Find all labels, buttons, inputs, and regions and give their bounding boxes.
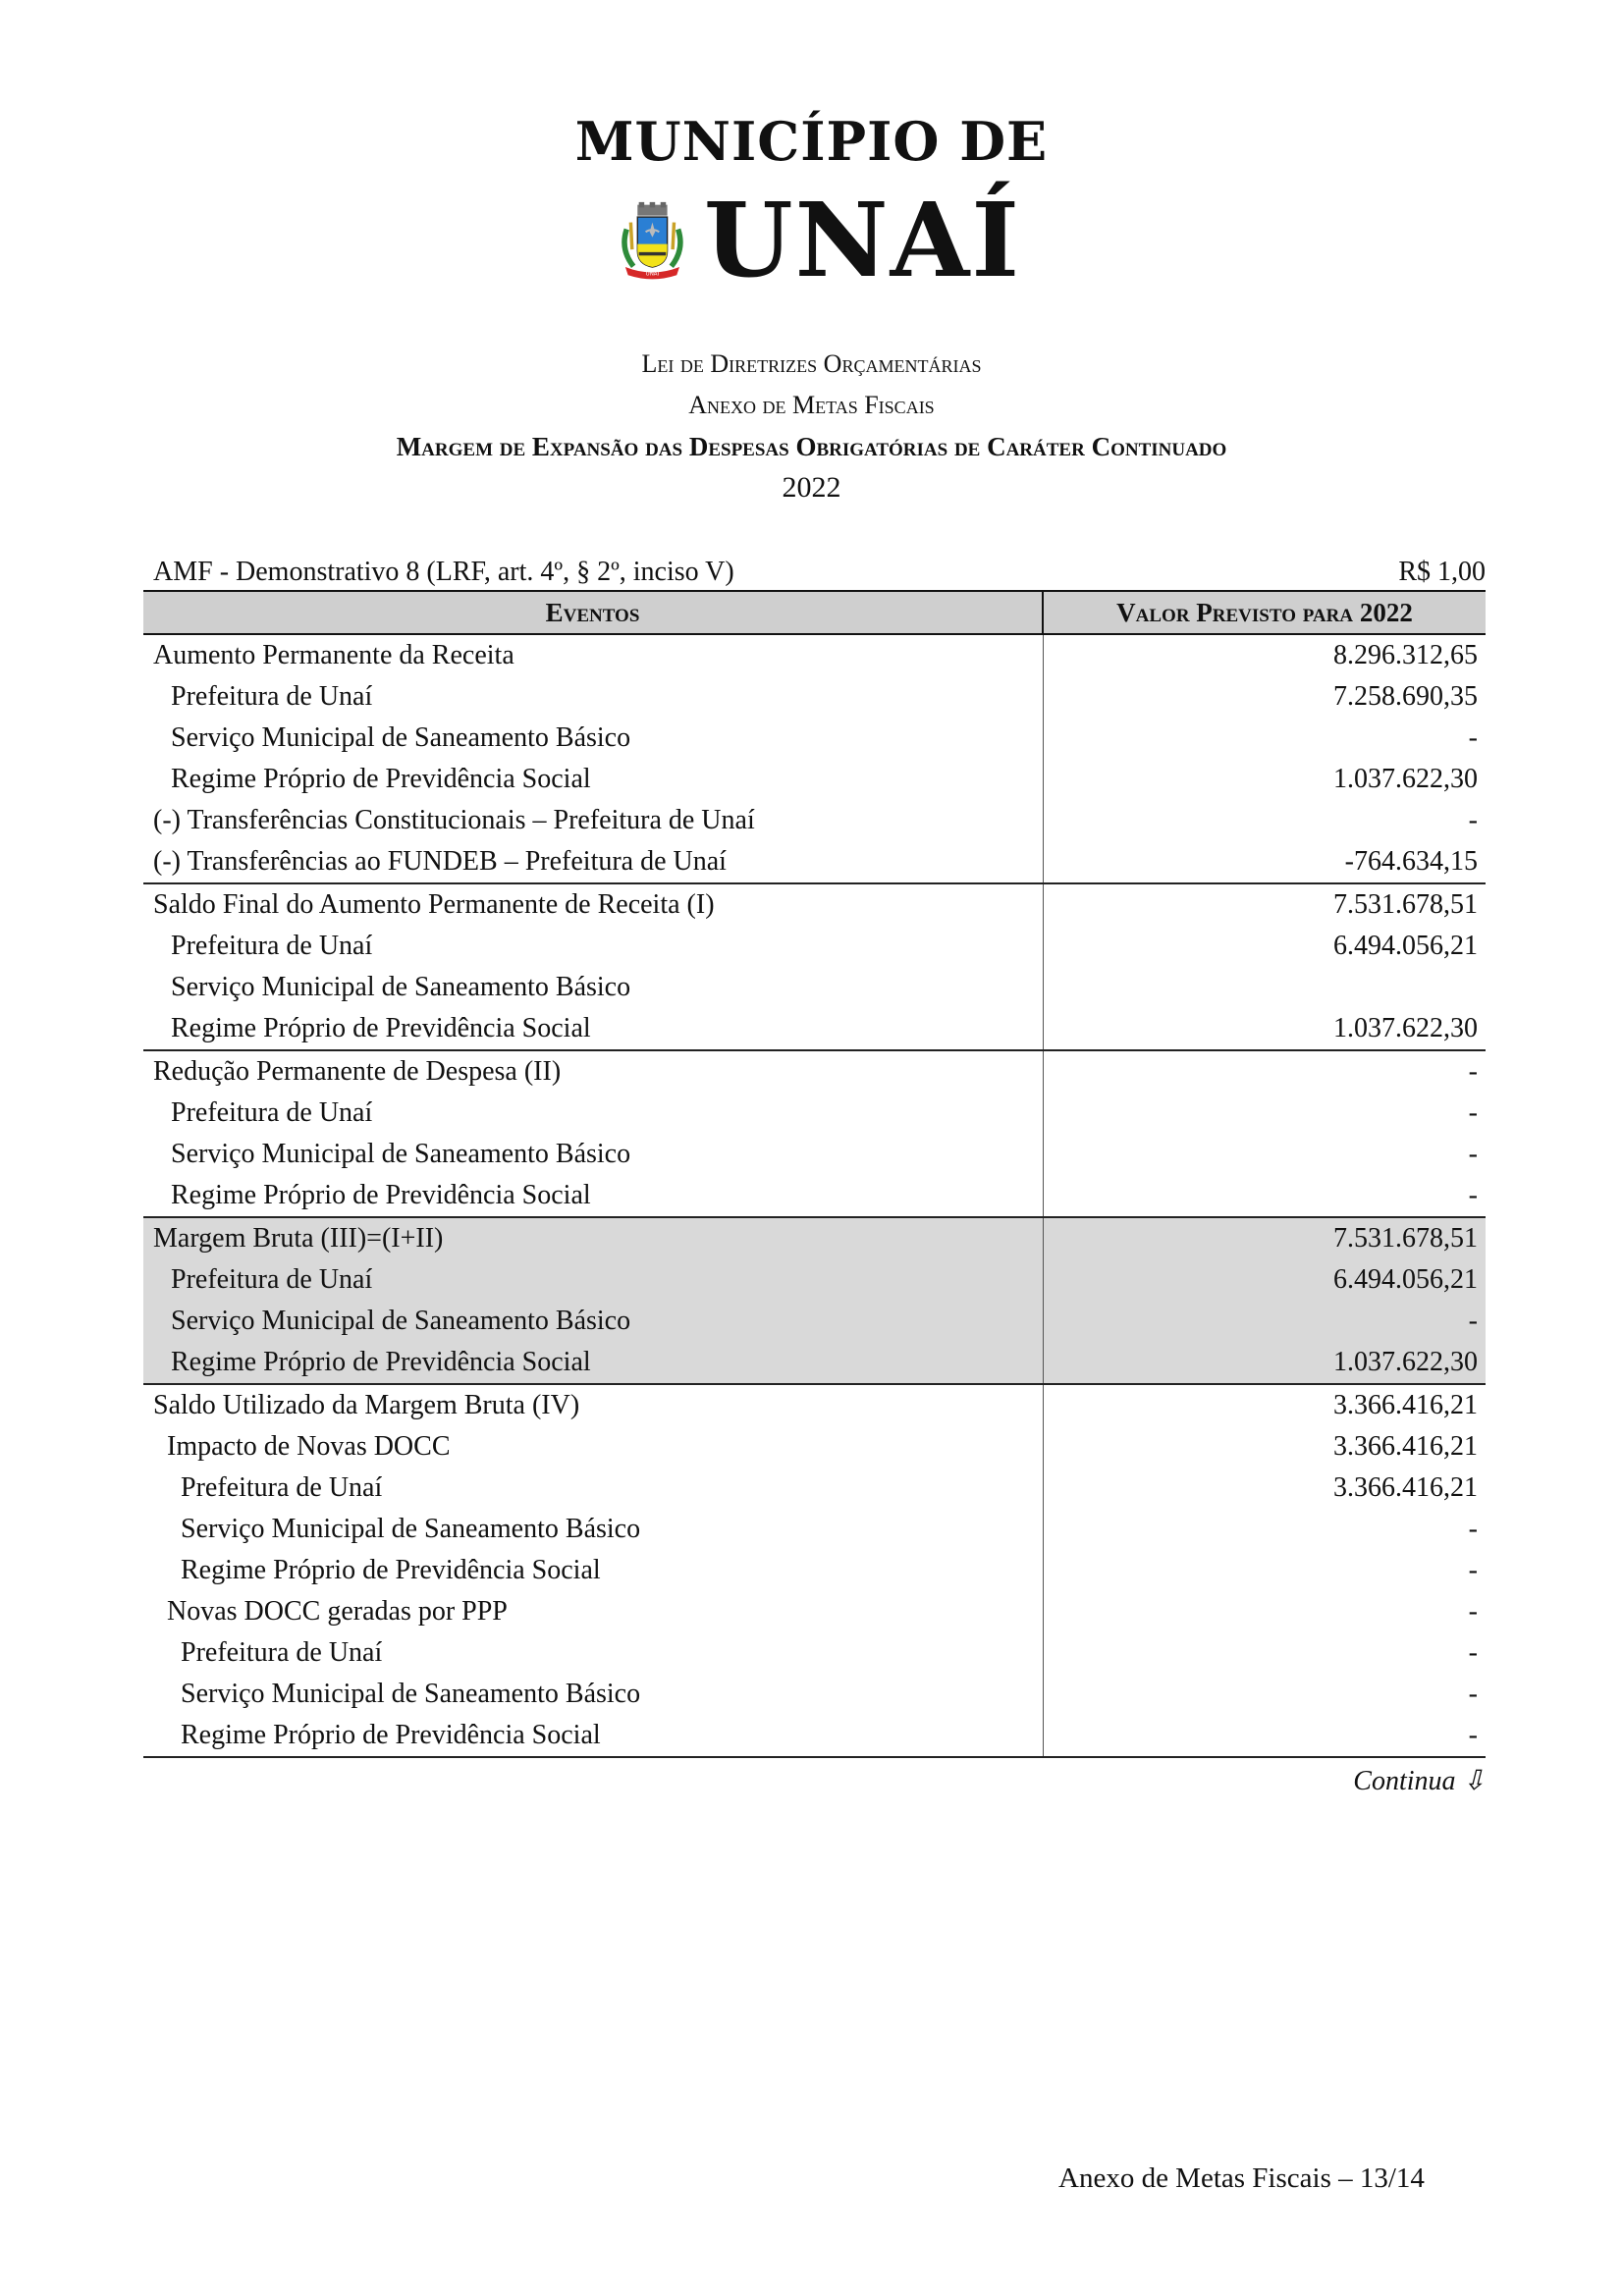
table-row: [143, 1674, 1486, 1715]
table-row: [143, 676, 1486, 718]
row-label: Prefeitura de Unaí: [143, 1259, 1043, 1301]
row-label: (-) Transferências Constitucionais – Prefeitura de Unaí: [143, 800, 1043, 841]
row-value: -764.634,15: [1043, 841, 1486, 883]
row-value: -: [1468, 1596, 1478, 1627]
table-row: [143, 1259, 1486, 1301]
row-label: Regime Próprio de Previdência Social: [143, 1715, 1043, 1757]
row-label: Prefeitura de Unaí: [143, 926, 1043, 967]
table-row: [143, 759, 1486, 800]
row-label: Redução Permanente de Despesa (II): [143, 1050, 1043, 1093]
demonstrativo-label: AMF - Demonstrativo 8 (LRF, art. 4º, § 2º, inciso V): [153, 557, 734, 587]
row-label: Serviço Municipal de Saneamento Básico: [143, 1509, 1043, 1550]
table-row: [143, 1301, 1486, 1342]
row-value: 6.494.056,21: [1333, 931, 1478, 961]
column-header-valor: Valor Previsto para 2022: [1043, 591, 1486, 634]
row-value: 7.531.678,51: [1333, 889, 1478, 920]
row-label: Regime Próprio de Previdência Social: [143, 1550, 1043, 1591]
row-label: Serviço Municipal de Saneamento Básico: [143, 718, 1043, 759]
table-row: [143, 800, 1486, 841]
row-label: Aumento Permanente da Receita: [143, 634, 1043, 676]
row-value: -: [1468, 1555, 1478, 1585]
row-label: Prefeitura de Unaí: [143, 1632, 1043, 1674]
row-value: 8.296.312,65: [1333, 640, 1478, 670]
table-row: [143, 1384, 1486, 1426]
row-label: Serviço Municipal de Saneamento Básico: [143, 967, 1043, 1008]
row-value: -: [1468, 1056, 1478, 1087]
row-value: [1043, 967, 1486, 1008]
table-row: [143, 1468, 1486, 1509]
row-value: -: [1468, 722, 1478, 753]
table-row: [143, 1217, 1486, 1259]
table-row: [143, 1008, 1486, 1050]
row-value: -: [1043, 1301, 1486, 1342]
row-label: Regime Próprio de Previdência Social: [143, 1342, 1043, 1384]
row-value: -: [1468, 805, 1478, 835]
table-row: [143, 1175, 1486, 1217]
margem-expansao-table: [143, 590, 1486, 1758]
row-value: 1.037.622,30: [1333, 764, 1478, 794]
row-label: Novas DOCC geradas por PPP: [143, 1591, 1043, 1632]
row-label: Serviço Municipal de Saneamento Básico: [143, 1134, 1043, 1175]
row-value: -: [1043, 1715, 1486, 1757]
document-title-margem: Margem de Expansão das Despesas Obrigatórias de Caráter Continuado: [396, 432, 1227, 461]
row-label: Regime Próprio de Previdência Social: [143, 1175, 1043, 1217]
page-footer: Anexo de Metas Fiscais – 13/14: [1058, 2163, 1425, 2194]
table-row: [143, 1715, 1486, 1757]
table-row: [143, 634, 1486, 676]
table-row: [143, 967, 1486, 1008]
row-label: Prefeitura de Unaí: [143, 676, 1043, 718]
row-value: 1.037.622,30: [1043, 1342, 1486, 1384]
row-label: Prefeitura de Unaí: [143, 1093, 1043, 1134]
table-row: [143, 1550, 1486, 1591]
row-value: -: [1468, 1097, 1478, 1128]
document-title-anexo: Anexo de Metas Fiscais: [688, 391, 935, 419]
row-label: Saldo Final do Aumento Permanente de Receita (I): [143, 883, 1043, 926]
row-value: 3.366.416,21: [1333, 1472, 1478, 1503]
row-value: -: [1468, 1514, 1478, 1544]
table-row: [143, 883, 1486, 926]
municipality-title-line1: MUNICÍPIO DE: [574, 110, 1049, 173]
document-title-lei: Lei de Diretrizes Orçamentárias: [641, 349, 982, 378]
document-year: 2022: [782, 471, 841, 504]
municipality-logo: [619, 182, 1021, 299]
row-value: 7.531.678,51: [1043, 1217, 1486, 1259]
row-label: Margem Bruta (III)=(I+II): [143, 1217, 1043, 1259]
row-value: -: [1468, 1637, 1478, 1668]
table-header-row: [143, 591, 1486, 634]
row-label: Saldo Utilizado da Margem Bruta (IV): [143, 1384, 1043, 1426]
table-row: [143, 718, 1486, 759]
table-row: [143, 1426, 1486, 1468]
row-label: Regime Próprio de Previdência Social: [143, 759, 1043, 800]
row-label: Prefeitura de Unaí: [143, 1468, 1043, 1509]
municipality-title-line2: UNAÍ: [703, 180, 1021, 300]
row-value: -: [1468, 1139, 1478, 1169]
table-row: [143, 1093, 1486, 1134]
row-value: 1.037.622,30: [1043, 1008, 1486, 1050]
currency-unit: R$ 1,00: [1398, 557, 1486, 587]
row-value: 3.366.416,21: [1333, 1390, 1478, 1420]
row-label: Serviço Municipal de Saneamento Básico: [143, 1674, 1043, 1715]
table-row: [143, 1509, 1486, 1550]
svg-text:UNAÍ: UNAÍ: [645, 270, 660, 277]
row-label: Serviço Municipal de Saneamento Básico: [143, 1301, 1043, 1342]
row-value: -: [1043, 1175, 1486, 1217]
table-row: [143, 1050, 1486, 1093]
continues-indicator: Continua ⇩: [1353, 1766, 1486, 1796]
row-label: (-) Transferências ao FUNDEB – Prefeitura de Unaí: [143, 841, 1043, 883]
row-value: 6.494.056,21: [1043, 1259, 1486, 1301]
row-label: Impacto de Novas DOCC: [143, 1426, 1043, 1468]
table-row: [143, 1342, 1486, 1384]
table-row: [143, 926, 1486, 967]
row-value: -: [1468, 1679, 1478, 1709]
row-label: Regime Próprio de Previdência Social: [143, 1008, 1043, 1050]
table-row: [143, 1632, 1486, 1674]
table-row: [143, 1134, 1486, 1175]
table-row: [143, 1591, 1486, 1632]
column-header-eventos: Eventos: [143, 591, 1043, 634]
table-row: [143, 841, 1486, 883]
coat-of-arms-icon: [619, 185, 686, 297]
row-value: 7.258.690,35: [1333, 681, 1478, 712]
row-value: 3.366.416,21: [1333, 1431, 1478, 1462]
